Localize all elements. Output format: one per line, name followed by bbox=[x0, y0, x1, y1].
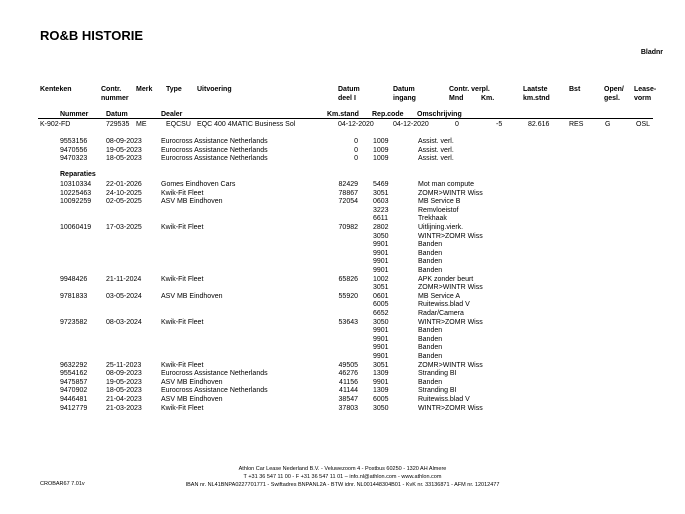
row-omschrijving: MB Service B bbox=[418, 198, 461, 206]
row-datum: 25-11-2023 bbox=[106, 361, 142, 369]
row-omschrijving: WINTR>ZOMR Wiss bbox=[418, 404, 483, 412]
vehicle-bst: RES bbox=[569, 121, 584, 128]
row-repcode: 3051 bbox=[373, 284, 389, 292]
row-nummer: 10060419 bbox=[60, 224, 92, 231]
row-nummer: 9446481 bbox=[60, 396, 88, 403]
row-omschrijving: Assist. verl. bbox=[418, 146, 454, 154]
row-omschrijving: Banden bbox=[418, 267, 443, 274]
row-kmstand: 0 bbox=[354, 138, 358, 145]
header-lease: Lease- bbox=[634, 86, 657, 93]
row-datum: 08-03-2024 bbox=[106, 318, 142, 326]
vehicle-contract: 729535 bbox=[106, 121, 130, 128]
row-repcode: 1009 bbox=[373, 155, 389, 163]
row-kmstand: 0 bbox=[354, 155, 358, 163]
row-repcode: 3051 bbox=[373, 361, 389, 369]
row-nummer: 9553156 bbox=[60, 138, 88, 145]
row-dealer: Kwik-Fit Fleet bbox=[161, 318, 204, 326]
row-kmstand: 78867 bbox=[338, 189, 358, 197]
vehicle-kenteken: K-902-FD bbox=[40, 121, 71, 128]
row-omschrijving: Banden bbox=[418, 249, 443, 257]
row-nummer: 9781833 bbox=[60, 292, 88, 300]
row-kmstand: 0 bbox=[354, 146, 358, 154]
row-repcode: 0601 bbox=[373, 292, 389, 300]
row-nummer: 10225463 bbox=[60, 189, 92, 197]
row-nummer: 9948426 bbox=[60, 275, 88, 283]
form-code: CROBAR67 7.01v bbox=[40, 481, 85, 487]
row-nummer: 9632292 bbox=[60, 361, 88, 369]
header-kmstnd: km.stnd bbox=[523, 95, 550, 102]
row-omschrijving: Stranding BI bbox=[418, 387, 457, 395]
row-omschrijving: Stranding BI bbox=[418, 370, 457, 378]
row-kmstand: 55920 bbox=[338, 292, 358, 300]
row-repcode: 6652 bbox=[373, 310, 389, 317]
row-datum: 17-03-2025 bbox=[106, 224, 142, 231]
header-datum-deel-i: Datum bbox=[338, 86, 360, 93]
row-datum: 21-04-2023 bbox=[106, 396, 142, 403]
vehicle-km: -5 bbox=[496, 121, 503, 128]
row-repcode: 1009 bbox=[373, 146, 389, 154]
row-omschrijving: WINTR>ZOMR Wiss bbox=[418, 318, 483, 326]
row-dealer: ASV MB Eindhoven bbox=[161, 198, 223, 206]
row-dealer: Kwik-Fit Fleet bbox=[161, 189, 204, 197]
row-nummer: 9723582 bbox=[60, 318, 88, 326]
row-kmstand: 65826 bbox=[338, 275, 358, 283]
vehicle-datum-ingang: 04-12-2020 bbox=[393, 121, 429, 128]
footer-registration: IBAN nr. NL41BNPA0227701771 - Swiftadres BNPANL2A - BTW idnr. NL001448304B01 - KvK nr. 33136871 - AFM nr. 12012477 bbox=[185, 482, 500, 488]
header-kenteken: Kenteken bbox=[40, 86, 72, 93]
row-kmstand: 49505 bbox=[338, 361, 358, 369]
row-datum: 22-01-2026 bbox=[106, 181, 142, 188]
header-km: Km. bbox=[481, 95, 495, 102]
row-datum: 19-05-2023 bbox=[106, 378, 142, 386]
row-repcode: 6005 bbox=[373, 396, 389, 403]
header-open: Open/ bbox=[604, 86, 624, 93]
footer-address: Athlon Car Lease Nederland B.V. - Veluwezoom 4 - Postbus 60250 - 1320 AH Almere bbox=[238, 466, 447, 472]
row-datum: 02-05-2025 bbox=[106, 198, 142, 206]
header-row2-dealer: Dealer bbox=[161, 111, 183, 118]
header-row2-nummer: Nummer bbox=[60, 111, 89, 118]
row-repcode: 9901 bbox=[373, 249, 389, 257]
header-type: Type bbox=[166, 86, 182, 93]
row-nummer: 10310334 bbox=[60, 181, 92, 188]
header-gesl: gesl. bbox=[604, 95, 620, 102]
row-repcode: 1309 bbox=[373, 370, 389, 378]
header-mnd: Mnd bbox=[449, 95, 464, 102]
row-repcode: 3051 bbox=[373, 189, 389, 197]
row-omschrijving: Banden bbox=[418, 344, 443, 352]
row-omschrijving: Assist. verl. bbox=[418, 138, 454, 145]
row-omschrijving: ZOMR>WINTR Wiss bbox=[418, 284, 483, 292]
row-omschrijving: Radar/Camera bbox=[418, 310, 464, 317]
row-dealer: Eurocross Assistance Netherlands bbox=[161, 370, 268, 378]
header-contr: Contr. bbox=[101, 86, 122, 93]
row-omschrijving: Remvloeistof bbox=[418, 206, 459, 214]
row-repcode: 3050 bbox=[373, 318, 389, 326]
row-repcode: 5469 bbox=[373, 181, 389, 188]
row-omschrijving: APK zonder beurt bbox=[418, 275, 474, 283]
row-dealer: Eurocross Assistance Netherlands bbox=[161, 155, 268, 163]
header-uitvoering: Uitvoering bbox=[197, 86, 232, 93]
row-omschrijving: Ruitewiss.blad V bbox=[418, 396, 470, 403]
row-dealer: Gomes Eindhoven Cars bbox=[161, 181, 236, 188]
vehicle-leasevorm: OSL bbox=[636, 121, 651, 128]
row-dealer: Kwik-Fit Fleet bbox=[161, 224, 204, 231]
row-nummer: 9470902 bbox=[60, 387, 88, 395]
row-repcode: 2802 bbox=[373, 224, 389, 231]
header-deel-i: deel I bbox=[338, 95, 356, 102]
row-repcode: 9901 bbox=[373, 258, 389, 266]
vehicle-laatste-km: 82.616 bbox=[528, 121, 550, 128]
row-datum: 19-05-2023 bbox=[106, 146, 142, 154]
row-omschrijving: Uitlijning.vierk. bbox=[418, 224, 464, 231]
row-nummer: 9554162 bbox=[60, 370, 88, 378]
header-bst: Bst bbox=[569, 86, 581, 93]
row-repcode: 1009 bbox=[373, 138, 389, 145]
row-dealer: Kwik-Fit Fleet bbox=[161, 404, 204, 412]
page-title: RO&B HISTORIE bbox=[40, 28, 144, 43]
row-omschrijving: Banden bbox=[418, 258, 443, 266]
row-datum: 08-09-2023 bbox=[106, 138, 142, 145]
row-repcode: 9901 bbox=[373, 241, 389, 249]
row-omschrijving: Trekhaak bbox=[418, 215, 447, 223]
row-omschrijving: Banden bbox=[418, 241, 443, 249]
row-kmstand: 53643 bbox=[338, 318, 358, 326]
row-repcode: 9901 bbox=[373, 344, 389, 352]
row-dealer: Kwik-Fit Fleet bbox=[161, 361, 204, 369]
row-repcode: 9901 bbox=[373, 378, 389, 386]
header-row2-omschrijving: Omschrijving bbox=[417, 111, 462, 118]
row-omschrijving: Banden bbox=[418, 327, 443, 335]
row-omschrijving: ZOMR>WINTR Wiss bbox=[418, 361, 483, 369]
vehicle-type: EQCSU bbox=[166, 121, 191, 128]
row-kmstand: 38547 bbox=[338, 396, 358, 403]
row-datum: 18-05-2023 bbox=[106, 155, 142, 163]
row-kmstand: 41156 bbox=[339, 378, 358, 386]
row-kmstand: 72054 bbox=[338, 198, 358, 206]
row-dealer: Eurocross Assistance Netherlands bbox=[161, 387, 268, 395]
row-nummer: 9412779 bbox=[60, 404, 88, 412]
vehicle-merk: ME bbox=[136, 121, 147, 128]
row-datum: 08-09-2023 bbox=[106, 370, 142, 378]
header-row2-kmstand: Km.stand bbox=[327, 111, 359, 118]
row-dealer: Kwik-Fit Fleet bbox=[161, 275, 204, 283]
header-nummer-sub: nummer bbox=[101, 95, 129, 102]
row-kmstand: 70982 bbox=[338, 224, 358, 231]
row-kmstand: 37803 bbox=[338, 404, 358, 412]
row-kmstand: 41144 bbox=[339, 387, 358, 395]
header-laatste: Laatste bbox=[523, 86, 548, 93]
row-repcode: 1309 bbox=[373, 387, 389, 395]
row-nummer: 9475857 bbox=[60, 378, 88, 386]
vehicle-uitvoering: EQC 400 4MATIC Business Sol bbox=[197, 121, 296, 128]
row-repcode: 3050 bbox=[373, 232, 389, 240]
row-omschrijving: ZOMR>WINTR Wiss bbox=[418, 189, 483, 197]
header-ingang: ingang bbox=[393, 95, 416, 102]
row-repcode: 0603 bbox=[373, 198, 389, 206]
row-repcode: 3223 bbox=[373, 206, 389, 214]
row-omschrijving: Ruitewiss.blad V bbox=[418, 301, 470, 309]
row-datum: 21-03-2023 bbox=[106, 404, 142, 412]
header-row2-repcode: Rep.code bbox=[372, 111, 404, 118]
header-divider bbox=[38, 118, 653, 119]
row-repcode: 9901 bbox=[373, 267, 389, 274]
row-kmstand: 46276 bbox=[338, 370, 358, 378]
row-omschrijving: Assist. verl. bbox=[418, 155, 454, 163]
header-datum-ingang: Datum bbox=[393, 86, 415, 93]
row-omschrijving: WINTR>ZOMR Wiss bbox=[418, 232, 483, 240]
row-omschrijving: Banden bbox=[418, 353, 443, 360]
row-repcode: 9901 bbox=[373, 353, 389, 360]
row-dealer: ASV MB Eindhoven bbox=[161, 292, 223, 300]
row-repcode: 6005 bbox=[373, 301, 389, 309]
page-number-label: Bladnr bbox=[640, 49, 663, 56]
row-repcode: 9901 bbox=[373, 327, 389, 335]
vehicle-datum-deel-i: 04-12-2020 bbox=[338, 121, 374, 128]
row-datum: 24-10-2025 bbox=[106, 189, 142, 197]
row-nummer: 9470556 bbox=[60, 146, 88, 154]
row-omschrijving: Banden bbox=[418, 335, 443, 343]
header-vorm: vorm bbox=[634, 95, 652, 102]
row-dealer: ASV MB Eindhoven bbox=[161, 378, 223, 386]
header-row2-datum: Datum bbox=[106, 111, 128, 118]
reparaties-heading: Reparaties bbox=[60, 171, 96, 178]
row-repcode: 6611 bbox=[373, 215, 389, 223]
header-merk: Merk bbox=[136, 86, 153, 93]
vehicle-open-gesl: G bbox=[605, 121, 611, 128]
row-dealer: Eurocross Assistance Netherlands bbox=[161, 146, 268, 154]
row-dealer: Eurocross Assistance Netherlands bbox=[161, 138, 268, 145]
header-contr-verpl: Contr. verpl. bbox=[449, 86, 490, 93]
footer-contact: T +31 36 547 11 00 - F +31 36 547 11 01 – info.nl@athlon.com - www.athlon.com bbox=[243, 474, 442, 480]
row-nummer: 9470323 bbox=[60, 155, 88, 163]
row-omschrijving: Banden bbox=[418, 378, 443, 386]
row-dealer: ASV MB Eindhoven bbox=[161, 396, 223, 403]
row-repcode: 3050 bbox=[373, 404, 389, 412]
row-datum: 03-05-2024 bbox=[106, 292, 142, 300]
row-omschrijving: Mot man compute bbox=[418, 181, 475, 188]
row-datum: 21-11-2024 bbox=[106, 275, 142, 283]
row-kmstand: 82429 bbox=[338, 181, 358, 188]
row-omschrijving: MB Service A bbox=[418, 292, 461, 300]
row-repcode: 9901 bbox=[373, 335, 389, 343]
row-datum: 18-05-2023 bbox=[106, 387, 142, 395]
vehicle-mnd: 0 bbox=[455, 121, 459, 128]
row-nummer: 10092259 bbox=[60, 198, 92, 206]
row-repcode: 1002 bbox=[373, 275, 389, 283]
